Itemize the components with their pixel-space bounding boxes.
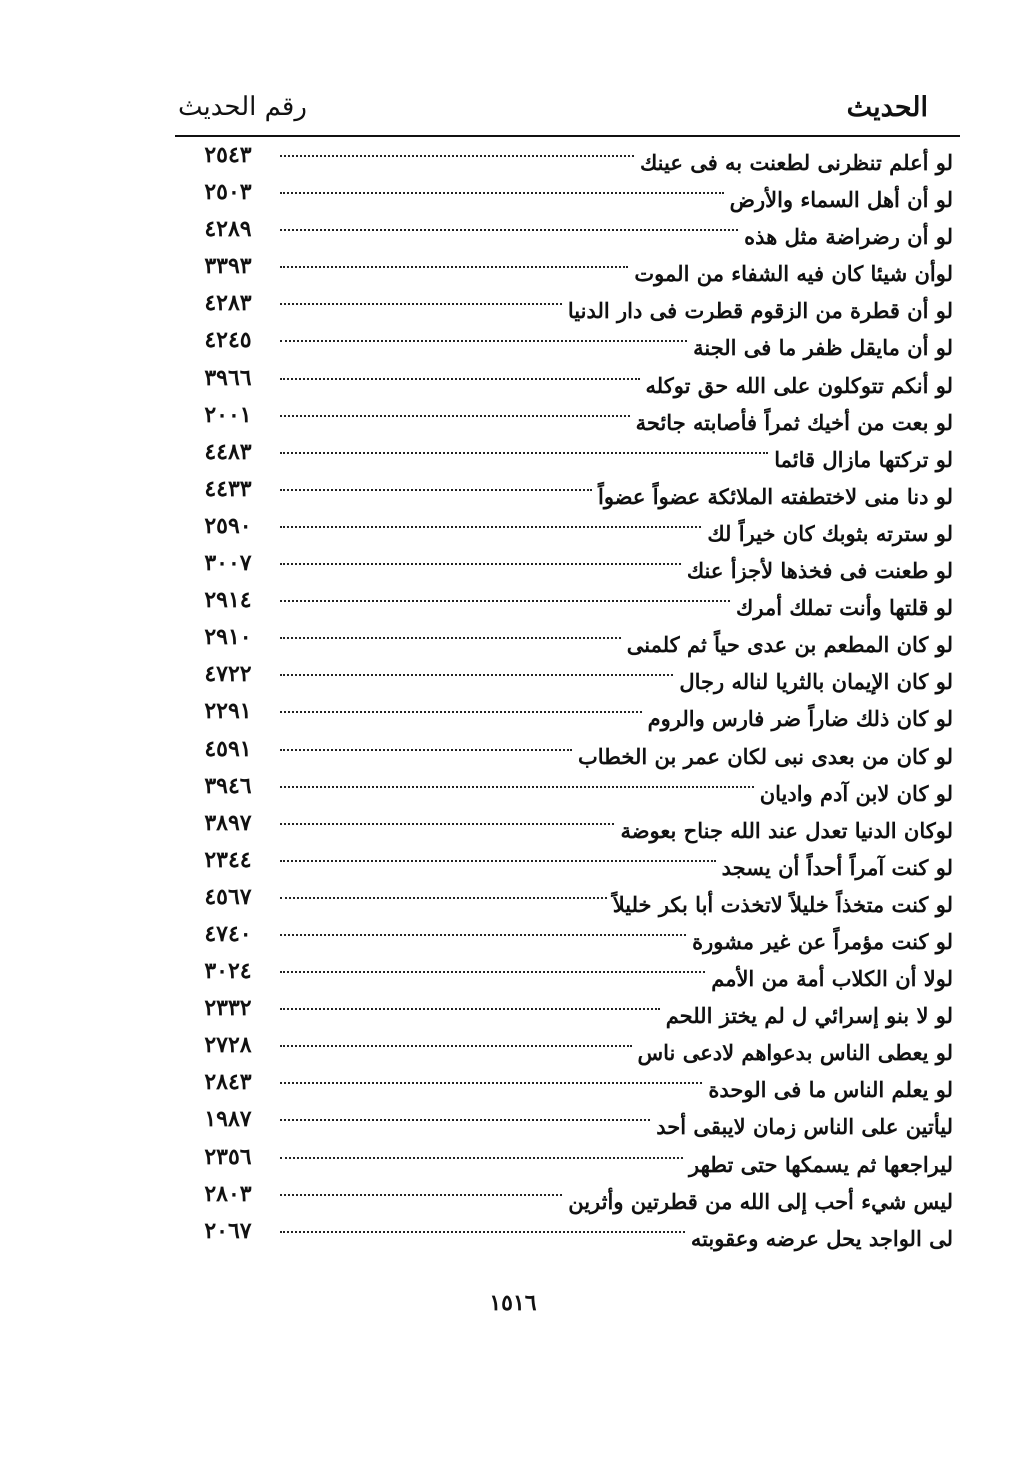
- index-entry: [180, 1034, 955, 1071]
- dotted-leader: [280, 340, 687, 342]
- hadith-text: لو كنت متخذاً خليلاً لاتخذت أبا بكر خليلاً: [612, 891, 953, 917]
- index-entry: [180, 1180, 955, 1220]
- index-entry: [180, 329, 955, 366]
- hadith-number: ٤٤٨٣: [204, 438, 252, 465]
- index-entry: [180, 589, 955, 626]
- dotted-leader: [280, 1231, 685, 1233]
- hadith-text: لوكان الدنيا تعدل عند الله جناح بعوضة: [620, 817, 953, 843]
- hadith-text: لو أن مايقل ظفر ما فى الجنة: [693, 335, 953, 361]
- hadith-text: لو كان الإيمان بالثريا لناله رجال: [679, 669, 953, 695]
- hadith-number: ٤٢٨٩: [204, 216, 252, 243]
- hadith-number: ٤٥٩١: [204, 735, 252, 762]
- hadith-number: ٢٧٢٨: [204, 1032, 252, 1059]
- dotted-leader: [280, 415, 630, 417]
- dotted-leader: [280, 378, 640, 380]
- index-entry: [180, 809, 955, 849]
- column-header-hadith: الحديث: [846, 92, 928, 123]
- dotted-leader: [280, 266, 628, 268]
- dotted-leader: [280, 711, 642, 713]
- index-entry: [180, 255, 955, 292]
- hadith-text: لو بعت من أخيك ثمراً فأصابته جائحة: [635, 409, 953, 435]
- dotted-leader: [280, 303, 562, 305]
- hadith-text: لو كان المطعم بن عدى حياً ثم كلمنى: [626, 632, 953, 658]
- index-entry: [180, 552, 955, 589]
- hadith-number: ٣٩٦٦: [204, 364, 252, 391]
- hadith-number: ١٩٨٧: [204, 1106, 252, 1133]
- dotted-leader: [280, 489, 592, 491]
- index-entry: [180, 1143, 955, 1183]
- index-entry: [180, 700, 955, 737]
- hadith-text: لو أنكم تتوكلون على الله حق توكله: [645, 372, 953, 398]
- hadith-number: ٤٧٢٢: [204, 661, 252, 688]
- hadith-number: ٢٠٠١: [204, 401, 252, 428]
- dotted-leader: [280, 1082, 702, 1084]
- index-entry: [180, 292, 955, 329]
- hadith-text: ليراجعها ثم يسمكها حتى تطهر: [689, 1151, 953, 1177]
- hadith-number: ٢٩١٠: [204, 624, 252, 651]
- dotted-leader: [280, 897, 607, 899]
- hadith-text: لو كنت آمراً أحداً أن يسجد: [721, 854, 953, 880]
- hadith-text: ليأتين على الناس زمان لايبقى أحد: [656, 1114, 953, 1140]
- index-entry: [180, 997, 955, 1034]
- dotted-leader: [280, 934, 686, 936]
- hadith-text: لو دنا منى لاختطفته الملائكة عضواً عضواً: [598, 483, 953, 509]
- hadith-number: ٣٣٩٣: [204, 253, 252, 280]
- dotted-leader: [280, 1194, 562, 1196]
- dotted-leader: [280, 192, 724, 194]
- index-entry: [180, 772, 955, 812]
- hadith-text: ليس شيء أحب إلى الله من قطرتين وأثرين: [568, 1188, 953, 1214]
- dotted-leader: [280, 860, 716, 862]
- index-entry: [180, 364, 955, 404]
- dotted-leader: [280, 749, 572, 751]
- dotted-leader: [280, 823, 614, 825]
- dotted-leader: [280, 1119, 650, 1121]
- hadith-text: لولا أن الكلاب أمة من الأمم: [711, 966, 953, 992]
- dotted-leader: [280, 526, 701, 528]
- hadith-number: ٤٢٤٥: [204, 327, 252, 354]
- hadith-number: ٣٠٠٧: [204, 550, 252, 577]
- page-number: ١٥١٦: [489, 1290, 537, 1316]
- column-header-hadith-number: رقم الحديث: [178, 92, 307, 122]
- index-entry: [180, 920, 955, 960]
- dotted-leader: [280, 637, 621, 639]
- dotted-leader: [280, 971, 705, 973]
- dotted-leader: [280, 452, 768, 454]
- hadith-text: لو سترته بثوبك كان خيراً لك: [707, 520, 953, 546]
- hadith-text: لو يعلم الناس ما فى الوحدة: [708, 1077, 953, 1103]
- hadith-text: لو تركتها مازال قائما: [774, 446, 953, 472]
- hadith-text: لو كان ذلك ضاراً ضر فارس والروم: [647, 706, 953, 732]
- dotted-leader: [280, 1008, 660, 1010]
- hadith-number: ٣٠٢٤: [204, 958, 252, 985]
- page-header: [178, 92, 958, 132]
- hadith-number: ٢٥٠٣: [204, 179, 252, 206]
- hadith-number: ٢٣٤٤: [204, 846, 252, 873]
- index-entry: [180, 735, 955, 775]
- index-entry: [180, 438, 955, 478]
- hadith-text: لو طعنت فى فخذها لأجزأ عنك: [686, 558, 953, 584]
- index-entry: [180, 1108, 955, 1145]
- hadith-text: لو أن أهل السماء والأرض: [729, 187, 953, 213]
- index-entry: [180, 626, 955, 663]
- hadith-text: لو أعلم تنظرنى لطعنت به فى عينك: [639, 150, 953, 175]
- hadith-number: ٤٧٤٠: [204, 920, 252, 947]
- index-entry: [180, 144, 955, 181]
- hadith-number: ٢٣٥٦: [204, 1143, 252, 1170]
- hadith-number: ٢٨٠٣: [204, 1180, 252, 1207]
- index-entry: [180, 846, 955, 886]
- hadith-index-list: [180, 144, 955, 1257]
- hadith-number: ٤٥٦٧: [204, 883, 252, 910]
- dotted-leader: [280, 1157, 683, 1159]
- index-entry: [180, 475, 955, 515]
- hadith-text: لى الواجد يحل عرضه وعقوبته: [690, 1225, 953, 1251]
- dotted-leader: [280, 674, 673, 676]
- hadith-text: لو كان من بعدى نبى لكان عمر بن الخطاب: [578, 743, 953, 769]
- hadith-number: ٢٠٦٧: [204, 1217, 252, 1244]
- hadith-text: لو قلتها وأنت تملك أمرك: [736, 595, 953, 621]
- index-entry: [180, 663, 955, 700]
- hadith-number: ٣٩٤٦: [204, 772, 252, 799]
- hadith-text: لو أن قطرة من الزقوم قطرت فى دار الدنيا: [567, 298, 953, 324]
- index-entry: [180, 401, 955, 441]
- hadith-text: لوأن شيئا كان فيه الشفاء من الموت: [634, 261, 953, 287]
- dotted-leader: [280, 229, 738, 231]
- hadith-number: ٤٤٣٣: [204, 475, 252, 502]
- index-entry: [180, 181, 955, 218]
- index-entry: [180, 218, 955, 255]
- hadith-text: لو لا بنو إسرائي ل لم يختز اللحم: [665, 1003, 953, 1029]
- index-entry: [180, 960, 955, 997]
- index-entry: [180, 1071, 955, 1108]
- hadith-text: لو يعطى الناس بدعواهم لادعى ناس: [637, 1040, 953, 1066]
- dotted-leader: [280, 600, 730, 602]
- dotted-leader: [280, 563, 681, 565]
- hadith-number: ٢٥٤٣: [204, 142, 252, 168]
- index-entry: [180, 883, 955, 923]
- hadith-number: ٢٥٩٠: [204, 512, 252, 539]
- hadith-number: ٢٢٩١: [204, 698, 252, 725]
- dotted-leader: [280, 786, 754, 788]
- hadith-number: ٢٩١٤: [204, 587, 252, 614]
- hadith-text: لو أن رضراضة مثل هذه: [744, 224, 953, 250]
- index-entry: [180, 512, 955, 552]
- dotted-leader: [280, 1045, 632, 1047]
- hadith-number: ٤٢٨٣: [204, 290, 252, 317]
- hadith-number: ٣٨٩٧: [204, 809, 252, 836]
- hadith-text: لو كان لابن آدم واديان: [759, 780, 953, 806]
- header-rule: [175, 135, 960, 137]
- hadith-number: ٢٣٣٢: [204, 995, 252, 1022]
- hadith-text: لو كنت مؤمراً عن غير مشورة: [692, 928, 953, 954]
- index-entry: [180, 1217, 955, 1257]
- dotted-leader: [280, 155, 634, 157]
- hadith-number: ٢٨٤٣: [204, 1069, 252, 1096]
